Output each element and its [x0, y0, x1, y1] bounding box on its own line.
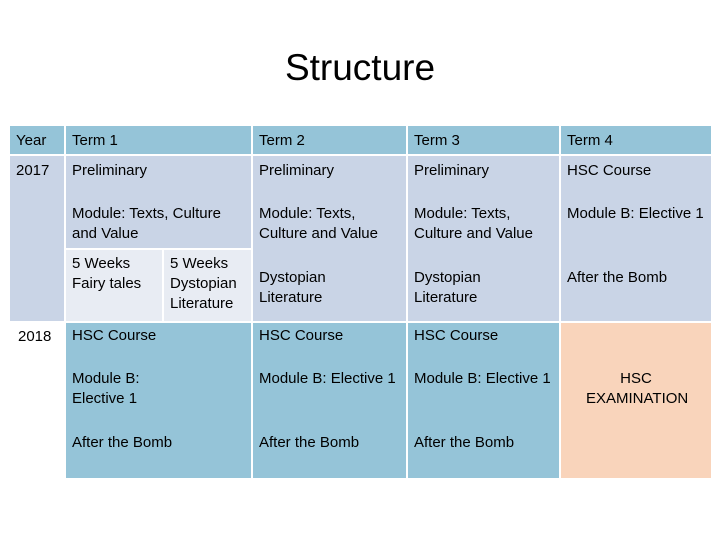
course-2017-term1: Preliminary: [72, 162, 148, 179]
course-2017-term3: Preliminary: [414, 162, 490, 179]
cell-2018-term2: [253, 323, 406, 478]
year-2018-cell: 2018: [10, 323, 64, 478]
cell-2017-term4: [561, 156, 711, 321]
header-term-1: Term 1: [66, 126, 251, 154]
course-2018-term2: HSC Course: [259, 327, 344, 344]
split-fairy-tales: 5 Weeks Fairy tales: [66, 250, 162, 321]
page-title: Structure: [284, 47, 436, 88]
course-2017-term2: Preliminary: [259, 162, 335, 179]
course-2018-term1: HSC Course: [72, 327, 157, 344]
module-2018-term3: Module B: Elective 1: [414, 370, 551, 387]
text-2017-term3: Dystopian Literature: [414, 269, 481, 306]
year-2017-cell: 2017: [10, 156, 64, 321]
hsc-examination-cell: [561, 323, 711, 478]
text-2018-term2: After the Bomb: [259, 434, 360, 451]
header-year: Year: [10, 126, 64, 154]
module-2017-term4: Module B: Elective 1: [567, 205, 704, 222]
header-term-3: Term 3: [408, 126, 559, 154]
cell-2018-term1: [66, 323, 251, 478]
hsc-examination-label: HSC EXAMINATION: [586, 370, 689, 407]
text-2017-term2: Dystopian Literature: [259, 269, 326, 306]
text-2017-term4: After the Bomb: [567, 269, 668, 286]
text-2018-term1: After the Bomb: [72, 434, 173, 451]
module-2017-term3: Module: Texts, Culture and Value: [414, 205, 533, 242]
header-term-4: Term 4: [561, 126, 711, 154]
cell-2017-term3: [408, 156, 559, 321]
module-2017-term1: Module: Texts, Culture and Value: [72, 205, 221, 242]
module-2018-term2: Module B: Elective 1: [259, 370, 396, 387]
module-2017-term2: Module: Texts, Culture and Value: [259, 205, 378, 242]
cell-2017-term2: [253, 156, 406, 321]
cell-2017-term1: [66, 156, 251, 248]
course-2018-term3: HSC Course: [414, 327, 499, 344]
cell-2018-term3: [408, 323, 559, 478]
module-2018-term1: Module B: Elective 1: [72, 370, 140, 407]
course-2017-term4: HSC Course: [567, 162, 652, 179]
header-term-2: Term 2: [253, 126, 406, 154]
split-dystopian: 5 Weeks Dystopian Literature: [164, 250, 251, 321]
text-2018-term3: After the Bomb: [414, 434, 515, 451]
